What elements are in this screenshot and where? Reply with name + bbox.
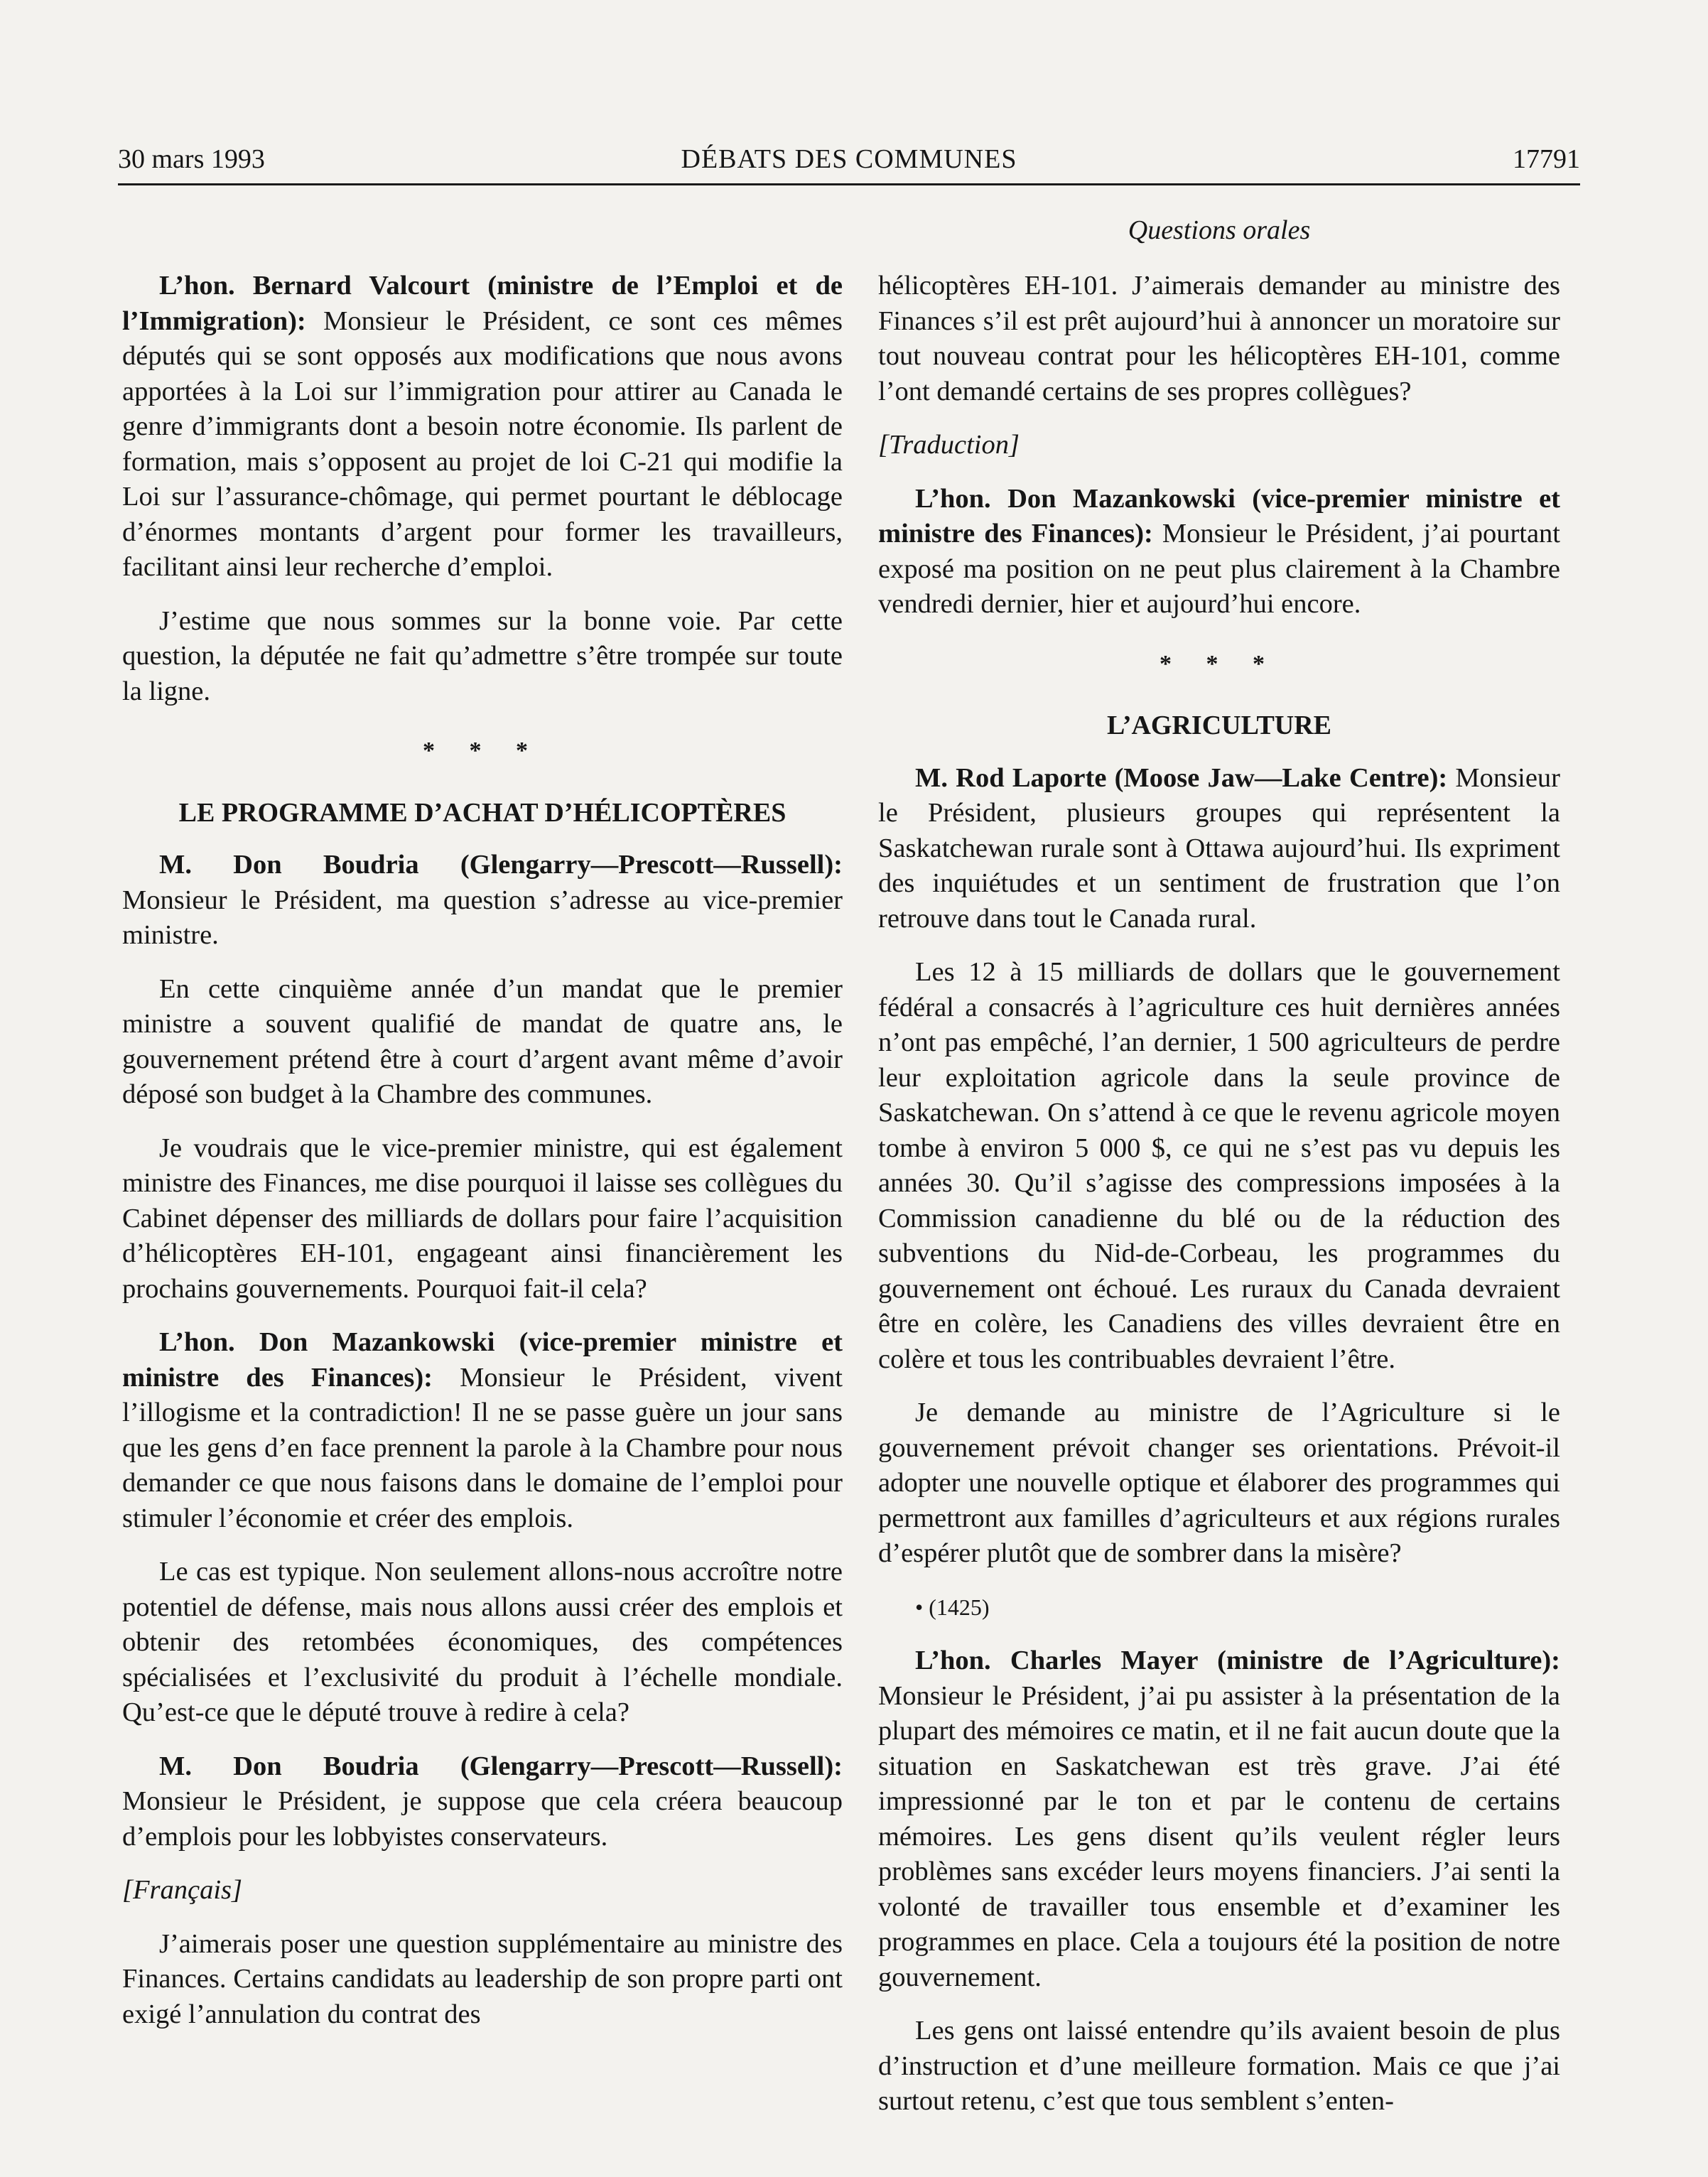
paragraph	[878, 1643, 1560, 1995]
speech-text: Monsieur le Président, j’ai pu assister à la présentation de la plupart des mémoires ce matin, et il ne fait aucun doute que la situation en Saskatchewan est très grave. J’ai été impressionné par le ton et par le contenu de certains mémoires. Les gens disent qu’ils veulent régler leurs problèmes sans excéder leurs moyens financiers. J’ai senti la volonté de travailler tous ensemble et d’examiner les programmes en place. Cela a toujours été la position de notre gouvernement.	[878, 1680, 1560, 1992]
header-page-number: 17791	[1513, 144, 1580, 174]
language-marker	[878, 428, 1560, 463]
paragraph: J’estime que nous sommes sur la bonne voie. Par cette question, la députée ne fait qu’admettre s’être trompée sur toute la ligne.	[122, 605, 843, 706]
paragraph: En cette cinquième année d’un mandat que le premier ministre a souvent qualifié de mandat de quatre ans, le gouvernement prétend être à court d’argent avant même d’avoir déposé son budget à la Chambre des communes.	[122, 973, 843, 1109]
speaker-name: M. Don Boudria (Glengarry—Prescott—Russell):	[159, 850, 843, 880]
paragraph	[122, 1749, 843, 1855]
speech-text: Monsieur le Président, je suppose que cela créera beaucoup d’emplois pour les lobbyistes conservateurs.	[122, 1786, 843, 1852]
paragraph: J’aimerais poser une question supplémentaire au ministre des Finances. Certains candidats au leadership de son propre parti ont exigé l’annulation du contrat des	[122, 1928, 843, 2029]
paragraph: Je demande au ministre de l’Agriculture si le gouvernement prévoit changer ses orientations. Prévoit-il adopter une nouvelle optique et élaborer des programmes qui permettront aux familles d’agriculteurs et aux régions rurales d’espérer plutôt que de sombrer dans la misère?	[878, 1398, 1560, 1568]
paragraph: Les gens ont laissé entendre qu’ils avaient besoin de plus d’instruction et d’une meilleure formation. Mais ce que j’ai surtout retenu, c’est que tous semblent s’enten-	[878, 2016, 1560, 2116]
paragraph	[122, 269, 843, 585]
section-label: Questions orales	[1128, 215, 1311, 245]
speaker-name: L’hon. Don Mazankowski (vice-premier ministre et ministre des Finances):	[122, 1327, 843, 1393]
section-heading: L’AGRICULTURE	[1106, 711, 1332, 740]
speaker-name: L’hon. Charles Mayer (ministre de l’Agriculture):	[915, 1646, 1560, 1675]
header-date: 30 mars 1993	[118, 144, 265, 174]
language-label: [Français]	[122, 1875, 242, 1905]
speech-text: Monsieur le Président, ce sont ces mêmes députés qui se sont opposés aux modifications que nous avons apportées à la Loi sur l’immigration pour attirer au Canada le genre d’immigrants dont a besoin notre économie. Ils parlent de formation, mais s’opposent au projet de loi C-21 qui modifie la Loi sur l’assurance-chômage, qui permet pourtant le déblocage d’énormes montants d’argent pour former les travailleurs, facilitant ainsi leur recherche d’emploi.	[122, 306, 843, 582]
paragraph	[878, 761, 1560, 937]
speech-text: Monsieur le Président, j’ai pourtant exposé ma position on ne peut plus clairement à la Chambre vendredi dernier, hier et aujourd’hui encore.	[878, 519, 1560, 619]
section-heading: LE PROGRAMME D’ACHAT D’HÉLICOPTÈRES	[178, 797, 787, 828]
header-title: DÉBATS DES COMMUNES	[681, 144, 1017, 174]
speaker-name: L’hon. Don Mazankowski (vice-premier ministre et ministre des Finances):	[878, 483, 1560, 549]
time-marker: • (1425)	[915, 1594, 990, 1620]
speaker-name: M. Rod Laporte (Moose Jaw—Lake Centre):	[915, 762, 1448, 793]
speech-text: Monsieur le Président, vivent l’illogisme et la contradiction! Il ne se passe guère un jour sans que les gens d’en face prennent la parole à la Chambre pour nous demander ce que nous faisons dans le domaine de l’emploi pour stimuler l’économie et créer des emplois.	[122, 1362, 843, 1533]
speech-text: Monsieur le Président, plusieurs groupes qui représentent la Saskatchewan rurale sont à Ottawa aujourd’hui. Ils expriment des inquiétudes et un sentiment de frustration que l’on retrouve dans tout le Canada rural.	[878, 762, 1560, 934]
language-label: [Traduction]	[878, 430, 1020, 460]
paragraph: Le cas est typique. Non seulement allons-nous accroître notre potentiel de défense, mais nous allons aussi créer des emplois et obtenir des retombées économiques, des compétences spécialisées et l’exclusivité du produit à l’échelle mondiale. Qu’est-ce que le député trouve à redire à cela?	[122, 1557, 843, 1727]
paragraph: Les 12 à 15 milliards de dollars que le gouvernement fédéral a consacrés à l’agriculture ces huit dernières années n’ont pas empêché, l’an dernier, 1 500 agriculteurs de perdre leur exploitation agricole dans la seule province de Saskatchewan. On s’attend à ce que le revenu agricole moyen tombe à environ 5 000 $, ce qui ne s’est pas vu depuis les années 30. Qu’il s’agisse des compressions imposées à la Commission canadienne du blé ou de la réduction des subventions du Nid-de-Corbeau, les programmes du gouvernement ont échoué. Les ruraux du Canada devraient être en colère, les Canadiens des villes devraient être en colère et tous les contribuables devraient l’être.	[878, 957, 1560, 1374]
speech-text: Monsieur le Président, ma question s’adresse au vice-premier ministre.	[122, 885, 843, 950]
speaker-name: L’hon. Bernard Valcourt (ministre de l’Emploi et de l’Immigration):	[122, 271, 843, 336]
right-column	[878, 269, 1560, 2138]
left-column	[122, 269, 843, 2051]
paragraph: hélicoptères EH-101. J’aimerais demander au ministre des Finances s’il est prêt aujourd’hui à annoncer un moratoire sur tout nouveau contrat pour les hélicoptères EH-101, comme l’ont demandé certains de ses propres collègues?	[878, 271, 1560, 406]
paragraph	[122, 848, 843, 954]
language-marker	[122, 1873, 843, 1908]
speaker-name: M. Don Boudria (Glengarry—Prescott—Russell):	[159, 1751, 843, 1781]
paragraph	[122, 1325, 843, 1536]
paragraph: Je voudrais que le vice-premier ministre, qui est également ministre des Finances, me dise pourquoi il laisse ses collègues du Cabinet dépenser des milliards de dollars pour faire l’acquisition d’hélicoptères EH-101, engageant ainsi financièrement les prochains gouvernements. Pourquoi fait-il cela?	[122, 1133, 843, 1304]
section-separator: * * *	[1160, 650, 1279, 677]
section-separator: * * *	[423, 738, 542, 764]
paragraph	[878, 482, 1560, 622]
page-header	[118, 136, 1580, 185]
